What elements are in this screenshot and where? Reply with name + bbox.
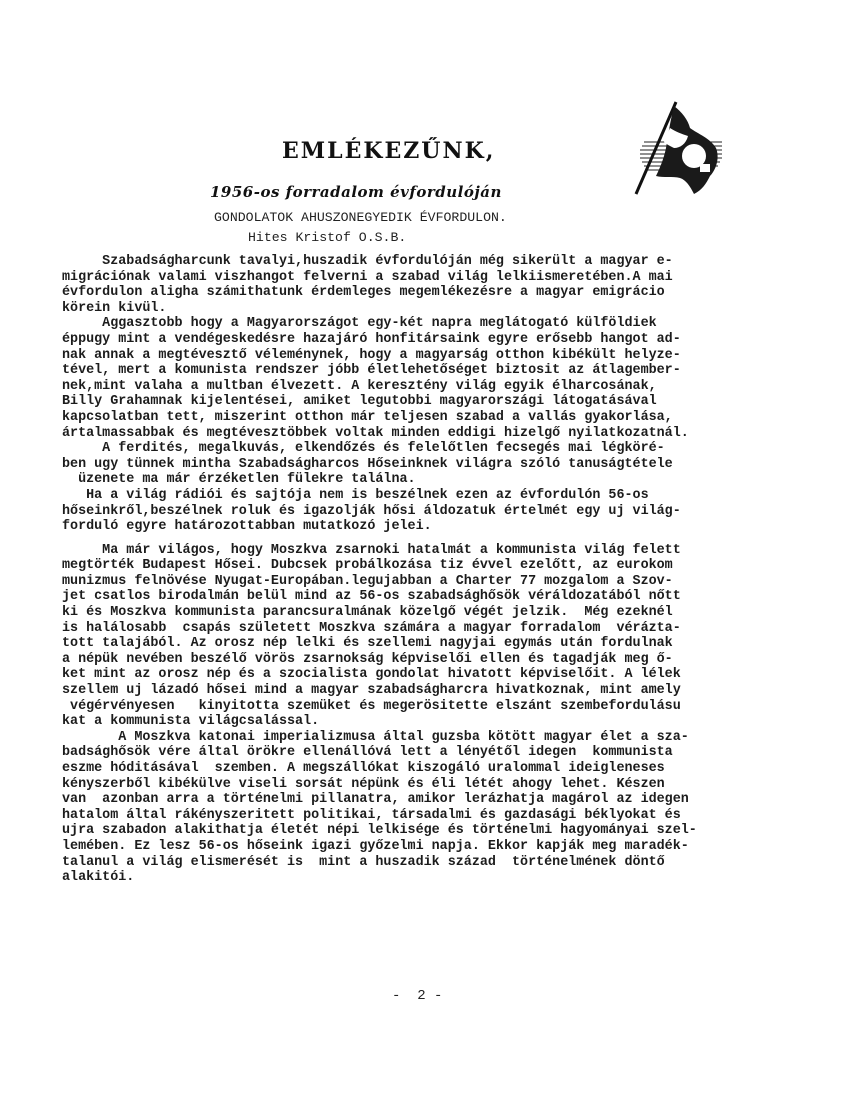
paragraph [62,254,832,316]
text-line: ki és Moszkva kommunista parancsuralmának közelgő végét jelzik. Még ezeknél [62,605,673,621]
text-line: üzenete ma már érzéketlen fülekre találna. [62,472,416,488]
text-line: Billy Grahamnak kijelentései, amiket legutobbi magyarországi látogatásával [62,394,657,410]
text-line: forduló egyre határozottabban mutatkozó jelei. [62,519,432,535]
article-heading: GONDOLATOK AHUSZONEGYEDIK ÉVFORDULON. [214,210,507,225]
text-line: A ferdités, megalkuvás, elkendőzés és felelőtlen fecsegés mai légköré- [62,441,665,457]
text-line: alakitói. [62,870,135,886]
text-line: kényszerből kibékülve viseli sorsát népünk és éli létét ahogy lehet. Készen [62,776,665,792]
text-line: ben ugy tünnek mintha Szabadságharcos Hőseinknek világra szóló tanuságtétele [62,456,673,472]
text-line: hatalom által rákényszeritett politikai, társadalmi és gazdasági béklyokat és [62,807,681,823]
text-line: is halálosabb csapás született Moszkva számára a magyar forradalom vérázta- [62,620,681,636]
document-subtitle: 1956-os forradalom évfordulóján [210,183,502,201]
text-line: van azonban arra a történelmi pillanatra, amikor lerázhatja magárol az idegen [62,792,689,808]
text-line: tével, mert a komunista rendszer jóbb életlehetőséget biztosit az átlagember- [62,363,681,379]
text-line: migrációnak valami viszhangot felverni a szabad világ lelkiismeretében.A mai [62,269,673,285]
text-line: jet csatlos birodalmán belül mind az 56-os szabadsághősök véráldozatából nőtt [62,589,681,605]
text-line: szellem uj lázadó hősei mind a magyar szabadságharcra hivatkoznak, mint amely [62,683,681,699]
text-line: végérvényesen kinyitotta szemüket és megerösitette elszánt szembefordulásu [62,698,681,714]
article-author: Hites Kristof O.S.B. [248,230,407,245]
text-line: ket mint az orosz nép és a szocialista gondolat hivatott képviselőit. A lélek [62,667,681,683]
article-body [62,254,832,886]
text-line: eszme hóditásával szemben. A megszállókat kiszogáló uralommal ideigleneses [62,761,665,776]
text-line: talanul a világ elismerését is mint a huszadik század történelmének döntő [62,854,665,870]
page-number: - 2 - [392,988,443,1004]
text-line: Aggasztobb hogy a Magyarországot egy-két napra meglátogató külföldiek [62,316,657,332]
text-line: Szabadságharcunk tavalyi,huszadik évfordulóján még sikerült a magyar e- [62,254,673,269]
text-line: ártalmassabbak és megtévesztöbbek voltak minden eddigi hizelgő nyilatkozatnál. [62,425,689,441]
text-line: munizmus felnövése Nyugat-Europában.legujabban a Charter 77 mozgalom a Szov- [62,573,673,589]
text-line: A Moszkva katonai imperializmusa által guzsba kötött magyar élet a sza- [62,729,689,745]
text-line: megtörték Budapest Hősei. Dubcsek probálkozása tiz évvel ezelőtt, az eurokom [62,558,673,574]
text-line: badsághősök vére által örökre ellenállóvá lett a lényétől idegen kommunista [62,745,673,761]
text-line: Ma már világos, hogy Moszkva zsarnoki hatalmát a kommunista világ felett [62,542,681,558]
text-line: a népük nevében beszélő vörös zsarnokság képviselői ellen és tagadják meg ő- [62,651,673,667]
text-line: nek,mint valaha a multban élvezett. A keresztény világ egyik élharcosának, [62,378,657,394]
paragraph [62,543,832,730]
paragraph [62,441,832,488]
text-line: kat a kommunista világcsalással. [62,714,320,730]
text-line: évfordulon aligha számithatunk érdemleges megemlékezésre a magyar emigrácio [62,285,665,301]
paragraph [62,730,832,886]
text-line: kapcsolatban tett, miszerint otthon már teljesen szabad a vallás gyakorlása, [62,409,673,425]
hungarian-flag-emblem-icon [630,98,726,196]
text-line: ujra szabadon alakithatja életét népi lelkisége és történelmi hagyományai szel- [62,823,697,839]
paragraph [62,488,832,535]
text-line: tott talajából. Az orosz nép lelki és szellemi nagyjai egymás után fordulnak [62,636,673,652]
text-line: körein kivül. [62,300,167,316]
text-line: lemében. Ez lesz 56-os hőseink igazi győzelmi napja. Ekkor kapják meg maradék- [62,838,689,854]
text-line: nak annak a megtévesztő véleménynek, hogy a magyarság otthon kibékült helyze- [62,347,681,363]
text-line: hőseinkről,beszélnek roluk és igazolják hősi áldozatuk értelmét egy uj világ- [62,503,681,519]
text-line: éppugy mint a vendégeskedésre hazajáró honfitársaink egyre erősebb hangot ad- [62,331,681,347]
document-title: EMLÉKEZŰNK, [282,138,496,164]
paragraph-gap [62,535,832,543]
text-line: Ha a világ rádiói és sajtója nem is beszélnek ezen az évfordulón 56-os [62,487,649,503]
paragraph [62,316,832,441]
